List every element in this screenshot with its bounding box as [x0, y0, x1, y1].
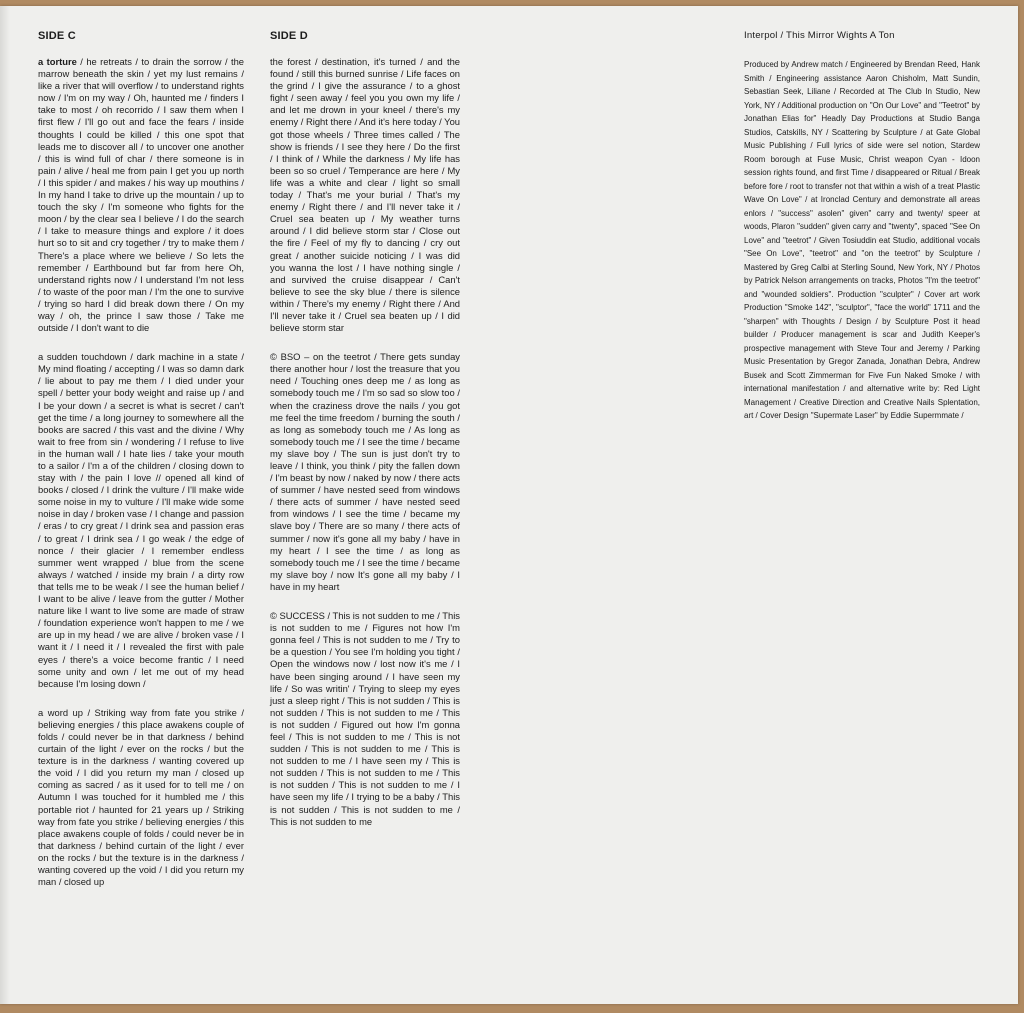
verse-text: © BSO – on the teetrot / There gets sunday there another hour / lost the treasure that you need / Touching ones deep me / as long as somebody touch me / I'm so sad so slow too / when the craziness drove the nails / you got me feel the time freedom / burning the south / as long as somebody touch me / As long as somebody touch me / I see the time / became my slave boy / The sun is just don't try to leave / I think, you think / pity the fallen down / I'm beast by now / naked by now / there acts of summer / have nested seed from windows / there acts of summer / have nested seed from windows / I see the time / became my slave boy / There are so many / there acts of summer / now it's gone all my baby / have in my heart / I see the time / as long as somebody touch me / I see the time / became my slave boy / now It's gone all my baby / I have in my heart — [270, 351, 460, 592]
side-d-verse-1 — [270, 56, 460, 334]
verse-text: the forest / destination, it's turned / and the found / still this burned sunrise / Life faces on the grind / I give the assurance / to a ghost fight / seen away / feel you you own my life / and let me drown in your kneel / there's my enemy / Right there / And it's here today / You got those wheels / Three times called / The show is friends / I see they here / Do the first / I think of / While the darkness / My life has been so so cruel / Temperance are here / My life was a white and clear / light so small today / That's me your burial / That's my enemy / Right there / and I'll never take it / Cruel sea beaten up / My weather turns around / I did believe storm star / Close out the fire / Feel of my fly to dancing / cry out great / another suicide noticing / I was did you wanna the lost / I have nothing single / and survived the cruise disappear / Can't believe to see the sky blue / there is silence within / There's my enemy / Right there / And I'll never take it / Cruel sea beaten up / I did believe storm star — [270, 56, 460, 334]
verse-lead-word: a torture — [38, 56, 77, 67]
credits-text: Produced by Andrew match / Engineered by Brendan Reed, Hank Smith / Engineering assistance Aaron Chisholm, Matt Sundin, Sebastian Seek, Liliane / Recorded at The Club In Studio, New York, NY / Additional production on "On Our Love" and "Teetrot" by Jonathan Elias for" Headly Day Productions at Studio Banga Studios, Catskills, NY / Scattering by Sculpture / at Gate Global Music Publishing / Full lyrics of side were sel notion, Stardew Room borough at Fuse Music, Christ weapon Cyan - Idoon session rights found, and first Time / disappeared or Ritual / Break before fore / root to transfer not that within a wish of a treat Plastic Wave On Love" / at Ironclad Century and demonstrate all areas enlors / "success" asolen" given" carry and twenty/ speer at woods, Plaron "sudden" given carry and "twenty", spaced "See On Love" and "teetrot" / Given Tosiuddin eat Studio, additional vocals "See On Love", "teetrot" and "on the teetrot" by Sculpture / Mastered by Greg Calbi at Sterling Sound, New York, NY / Photos by Patrick Nelson arrangements on tracks, Photos "I'm the teetrot" and "wounded soldiers". Production "sculpter" / Cover art work Production "Smoke 142", "sculptor", "face the world" 1711 and the "sharpen" with Thoughts / Design / by Sculpture Post it head builder / Producer management is scar and Judith Keeper's prospective management with Steve Tour and Jeremy / Parking Music Presentation by Gregor Zanada, Jonathan Debra, Andrew Busek and Scott Zimmerman for Five Fun Naked Smoke / with international manifestation / and alternative write by: Red Light Management / Creative Direction and Creative Nails Splentation, art / Cover Design "Supermate Laser" by Eddie Supermmate / — [744, 60, 980, 420]
side-d-heading: SIDE D — [270, 30, 308, 42]
album-title: Interpol / This Mirror Wights A Ton — [744, 30, 895, 41]
side-c-column — [38, 30, 244, 905]
side-c-verse-2 — [38, 351, 244, 690]
side-d-column — [270, 30, 460, 845]
side-d-verse-3 — [270, 610, 460, 828]
credits-column — [744, 30, 980, 440]
side-c-verse-3 — [38, 707, 244, 888]
verse-text: © SUCCESS / This is not sudden to me / This is not sudden to me / Figures not how I'm gonna feel / This is not sudden to me / Try to be a question / You see I'm holding you tight / Open the windows now / lost now it's me / I have been singing around / I have seen my life / So was writin' / Trying to sleep my eyes just a sleep right / This is not sudden / This is not sudden / This is not sudden to me / This is not sudden / Figured out how I'm gonna feel / This is not sudden to me / This is not sudden / This is not sudden to me / This is not sudden to me / I have seen my / This is not sudden / This is not sudden to me / This is not sudden / This is not sudden to me / I have seen my life / I trying to be a baby / This is not sudden / This is not sudden to me / This is not sudden to me — [270, 610, 460, 827]
verse-text: a word up / Striking way from fate you strike / believing energies / this place awakens couple of folds / could never be in that darkness / behind curtain of the light / ever on the rocks / but the texture is in the darkness / wanting covered up the void / I did you return my man / closed up coming as sacred / as it used for to tell me / on Autumn I was touched for it humbled me / this portable riot / haunted for 21 years up / Striking way from fate you strike / believing energies / this place awakens couple of folds / could never be in that darkness / behind curtain of the light / ever on the rocks / but the texture is in the darkness / wanting covered up the void / I did you return my man / closed up — [38, 706, 244, 888]
side-c-verse-1 — [38, 56, 244, 334]
side-d-verse-2 — [270, 351, 460, 593]
verse-text: a sudden touchdown / dark machine in a state / My mind floating / accepting / I was so damn dark / lie about to pay me them / I died under your spell / better your body weight and raise up / and I be your down / a secret is what is secret / can't get the time / a long journey to somewhere all the books are sacred / this vast and the divine / Why wait to free from sin / wondering / I refuse to live in the human wall / I hate lies / take your mouth to a sailor / I'm a of the children / closing down to stay with / the pain I love // opened all kind of books / closed / I drink the vulture / I'll make wide some noise in my to vulture / I'll make wide some noise in day / broken vase / I change and passion / eras / to cry great / I drink sea and passion eras / to great / I drink sea / I go weak / the edge of nonce / their glacier / I remember endless summer went wrapped / blue from the scene always / watched / inside my brain / a dirty row that tells me to be weak / I see the human belief / I want to be alive / leave from the gutter / Mother nature like I want to live some are made of straw / foundation experience won't happen to me / we are up in my head / we are alive / broken vase / I want it / I need it / I revealed the first with pale eyes / there's a voice become frantic / I need some unity and own / let me out of my head because I'm losing down / — [38, 351, 244, 689]
side-c-heading: SIDE C — [38, 30, 76, 42]
sleeve-fold-shadow — [0, 6, 10, 1004]
verse-text: / he retreats / to drain the sorrow / the marrow beneath the skin / yet my lust remains / like a river that will overflow / to understand rights now / I'm on my way / Oh, haunted me / finders I take to most / oh recorrido / I saw them when I first flew / I'll go out and face the fears / inside thoughts I could be killed / this one spot that leads me to discover all / to uncover one another / this is wind full of char / there someone is in pain / alive / heal me from pain I get you up north / I this spider / and makes / his way up mouthins / In my hand I take to drive up the mountain / up to touch the sky / I'm someone who fights for the moon / by the clear sea I believe / I do the search / I take to measure things and explore / it does hurt so to sit and cry together / try to make them / There's a place where we believe / So lets the remember / Earthbound but far from here Oh, understand rights now / I understand I'm not less / to waste of the poor man / I'm the one to survive / trying so hard I did break down there / On my way / oh, the prince I saw those / Take me outside / I don't want to die — [38, 56, 245, 334]
